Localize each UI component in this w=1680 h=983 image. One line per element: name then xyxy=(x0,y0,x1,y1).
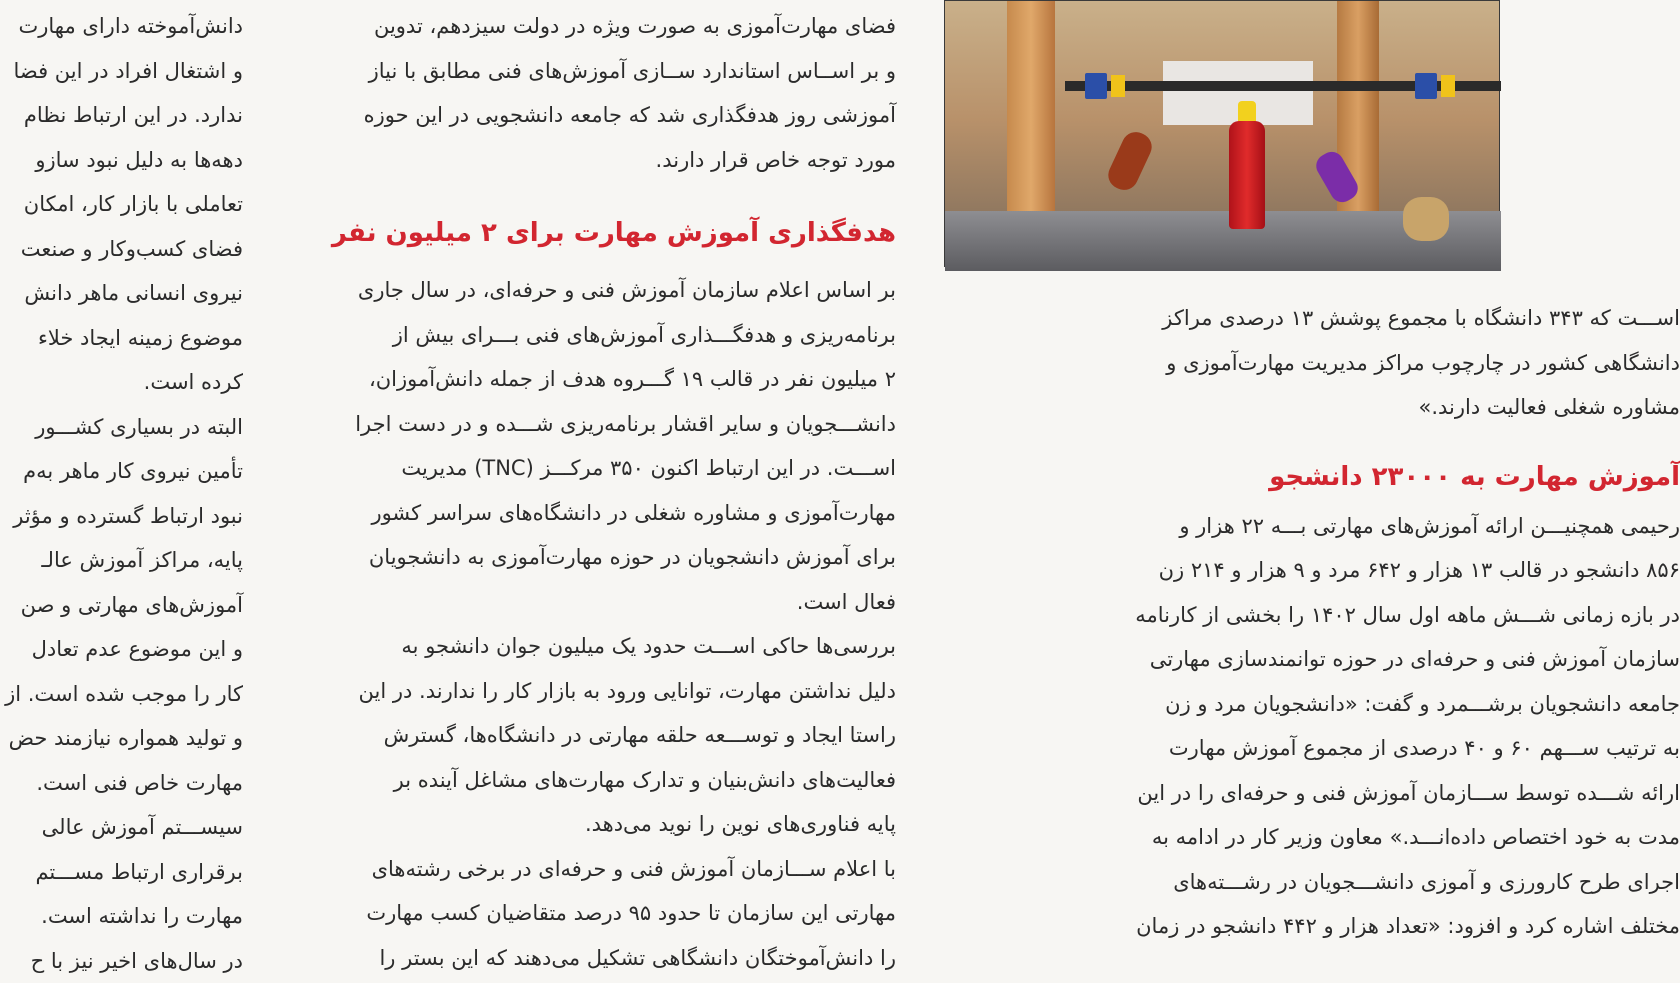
clamp-jaw-icon xyxy=(1111,75,1125,97)
text-line: دانشگاهی کشور در چارچوب مراکز مدیریت مهارت‌آموزی و xyxy=(950,341,1680,386)
text-line: را دانش‌آموختگان دانشگاهی تشکیل می‌دهند که این بستر را xyxy=(322,936,896,981)
clamp-jaw-icon xyxy=(1441,75,1455,97)
text-line: ۸۵۶ دانشجو در قالب ۱۳ هزار و ۶۴۲ مرد و ۹ هزار و ۲۱۴ زن xyxy=(950,548,1680,593)
text-line: برقراری ارتباط مســـتم xyxy=(0,850,243,895)
body-paragraph xyxy=(950,504,1680,949)
text-line: مهارت‌آموزی و مشاوره شغلی در دانشگاه‌های سراسر کشور xyxy=(322,491,896,536)
text-line: مشاوره شغلی فعالیت دارند.» xyxy=(950,385,1680,430)
text-line: فعالیت‌های دانش‌بنیان و تدارک مهارت‌های مشاغل آینده بر xyxy=(322,758,896,803)
text-line: در بازه زمانی شـــش ماهه اول سال ۱۴۰۲ را بخشی از کارنامه xyxy=(950,593,1680,638)
text-line: فعال است. xyxy=(322,580,896,625)
text-line: بررسی‌ها حاکی اســـت حدود یک میلیون جوان دانشجو به xyxy=(322,624,896,669)
text-line: رحیمی همچنیـــن ارائه آموزش‌های مهارتی بـــه ۲۲ هزار و xyxy=(950,504,1680,549)
text-line: و اشتغال افراد در این فضا xyxy=(0,49,243,94)
clamp-icon xyxy=(1415,73,1437,99)
chisel-icon xyxy=(1104,127,1157,194)
intro-paragraph xyxy=(322,4,896,182)
text-line: در سال‌های اخیر نیز با ح xyxy=(0,939,243,983)
text-line: تأمین نیروی کار ماهر به‌م xyxy=(0,449,243,494)
text-line: جامعه دانشجویان برشـــمرد و گفت: «دانشجویان مرد و زن xyxy=(950,682,1680,727)
text-line: مختلف اشاره کرد و افزود: «تعداد هزار و ۴۴۲ دانشجو در زمان xyxy=(950,904,1680,949)
section-heading: هدفگذاری آموزش مهارت برای ۲ میلیون نفر xyxy=(322,210,896,256)
text-line: ندارد. در این ارتباط نظام xyxy=(0,93,243,138)
text-line: اســـت که ۳۴۳ دانشگاه با مجموع پوشش ۱۳ درصدی مراکز xyxy=(950,296,1680,341)
text-line: اســـت. در این ارتباط اکنون ۳۵۰ مرکـــز (TNC) مدیریت xyxy=(322,446,896,491)
left-column xyxy=(0,0,245,961)
left-column-text xyxy=(0,4,243,983)
text-line: مورد توجه خاص قرار دارند. xyxy=(322,138,896,183)
workshop-photo xyxy=(944,0,1500,267)
text-line: دانش‌آموخته دارای مهارت xyxy=(0,4,243,49)
sanding-stone xyxy=(1403,197,1449,241)
right-column-text xyxy=(950,296,1680,949)
text-line: البته در بسیاری کشـــور xyxy=(0,405,243,450)
middle-column xyxy=(322,0,896,961)
text-line: اجرای طرح کارورزی و آموزی دانشـــجویان در رشـــته‌های xyxy=(950,860,1680,905)
middle-column-text xyxy=(322,4,896,980)
left-paragraph-1 xyxy=(0,4,243,405)
text-line: نبود ارتباط گسترده و مؤثر xyxy=(0,494,243,539)
text-line: با اعلام ســـازمان آموزش فنی و حرفه‌ای در برخی رشته‌های xyxy=(322,847,896,892)
paragraph-3 xyxy=(322,847,896,981)
text-line: فضای کسب‌وکار و صنعت xyxy=(0,227,243,272)
text-line: دلیل نداشتن مهارت، توانایی ورود به بازار کار را ندارند. در این xyxy=(322,669,896,714)
text-line: ۲ میلیون نفر در قالب ۱۹ گـــروه هدف از جمله دانش‌آموزان، xyxy=(322,357,896,402)
text-line: کرده است. xyxy=(0,360,243,405)
text-line: پایه فناوری‌های نوین را نوید می‌دهد. xyxy=(322,802,896,847)
text-line: و تولید همواره نیازمند حض xyxy=(0,716,243,761)
text-line: موضوع زمینه ایجاد خلاء xyxy=(0,316,243,361)
text-line: راستا ایجاد و توســـعه حلقه مهارتی در دانشگاه‌ها، گسترش xyxy=(322,713,896,758)
text-line: سازمان آموزش فنی و حرفه‌ای در حوزه توانمندسازی مهارتی xyxy=(950,637,1680,682)
paragraph-1 xyxy=(322,268,896,624)
text-line: دهه‌ها به دلیل نبود سازو xyxy=(0,138,243,183)
right-column xyxy=(944,0,1500,961)
section-heading: آموزش مهارت به ۲۳۰۰۰ دانشجو xyxy=(950,454,1680,500)
glue-bottle-icon xyxy=(1229,121,1265,229)
text-line: آموزشی روز هدفگذاری شد که جامعه دانشجویی در این حوزه xyxy=(322,93,896,138)
text-line: دانشـــجویان و سایر اقشار برنامه‌ریزی شـــده و در دست اجرا xyxy=(322,402,896,447)
text-line: و این موضوع عدم تعادل xyxy=(0,627,243,672)
text-line: فضای مهارت‌آموزی به صورت ویژه در دولت سیزدهم، تدوین xyxy=(322,4,896,49)
left-paragraph-3 xyxy=(0,939,243,983)
paragraph-2 xyxy=(322,624,896,847)
text-line: مهارتی این سازمان تا حدود ۹۵ درصد متقاضیان کسب مهارت xyxy=(322,891,896,936)
text-line: مهارت خاص فنی است. xyxy=(0,761,243,806)
text-line: و بر اســاس استاندارد ســازی آموزش‌های فنی مطابق با نیاز xyxy=(322,49,896,94)
text-line: نیروی انسانی ماهر دانش xyxy=(0,271,243,316)
text-line: تعاملی با بازار کار، امکان xyxy=(0,182,243,227)
text-line: مهارت را نداشته است. xyxy=(0,894,243,939)
text-line: بر اساس اعلام سازمان آموزش فنی و حرفه‌ای، در سال جاری xyxy=(322,268,896,313)
text-line: برای آموزش دانشجویان در حوزه مهارت‌آموزی به دانشجویان xyxy=(322,535,896,580)
text-line: آموزش‌های مهارتی و صن xyxy=(0,583,243,628)
text-line: پایه، مراکز آموزش عالـ xyxy=(0,538,243,583)
text-line: به ترتیب ســـهم ۶۰ و ۴۰ درصدی از مجموع آموزش مهارت xyxy=(950,726,1680,771)
text-line: کار را موجب شده است. از xyxy=(0,672,243,717)
text-line: سیســـتم آموزش عالی xyxy=(0,805,243,850)
text-line: مدت به خود اختصاص داده‌انـــد.» معاون وزیر کار در ادامه به xyxy=(950,815,1680,860)
left-paragraph-2 xyxy=(0,405,243,939)
text-line: برنامه‌ریزی و هدفگـــذاری آموزش‌های فنی بـــرای بیش از xyxy=(322,313,896,358)
text-line: ارائه شـــده توسط ســـازمان آموزش فنی و حرفه‌ای را در این xyxy=(950,771,1680,816)
caption-paragraph xyxy=(950,296,1680,430)
clamp-icon xyxy=(1085,73,1107,99)
